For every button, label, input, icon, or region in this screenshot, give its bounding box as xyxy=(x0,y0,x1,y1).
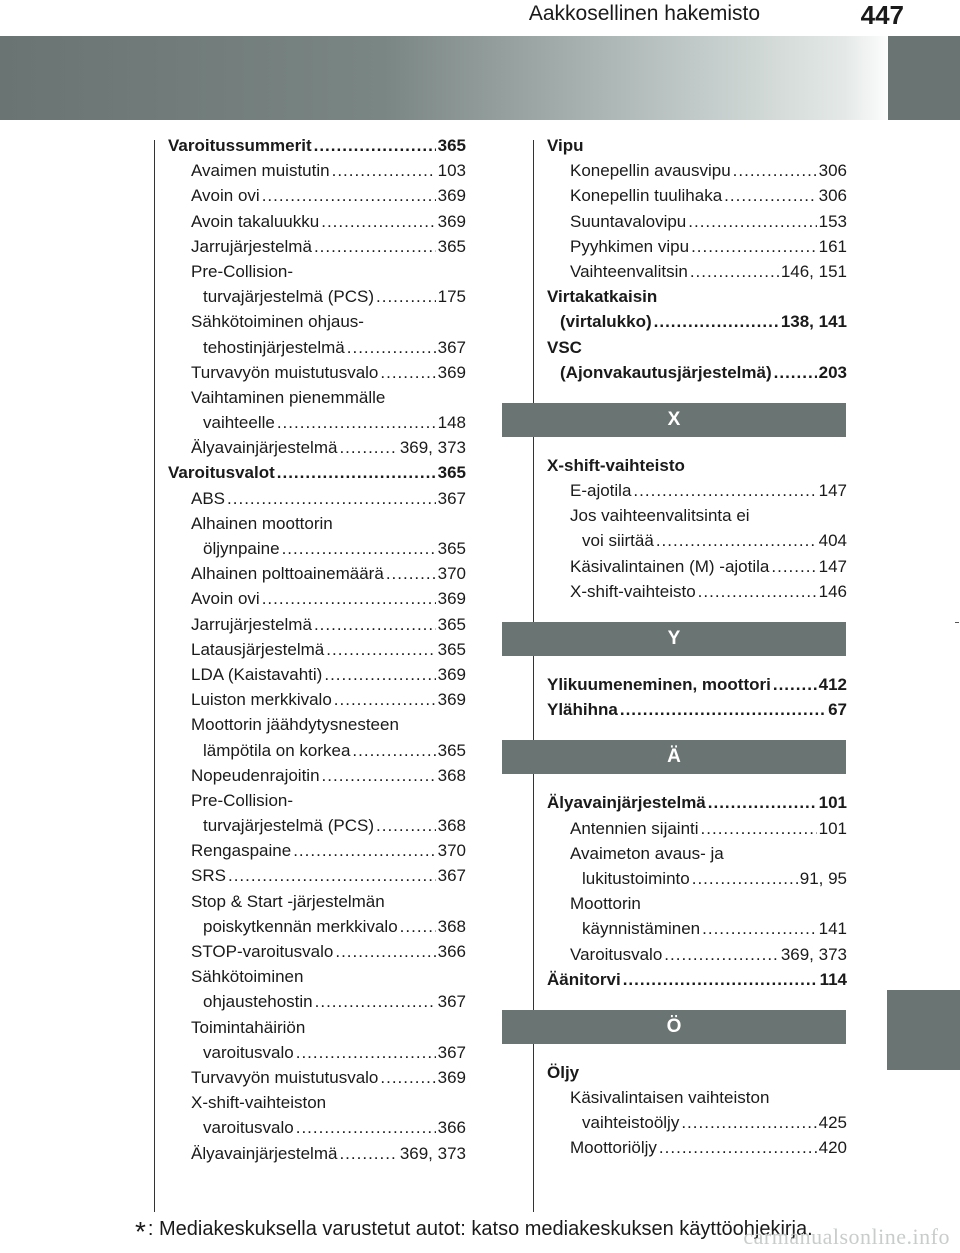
chapter-thumb-tab xyxy=(887,990,960,1070)
dot-leader xyxy=(321,209,435,234)
entry-page-ref: 101 xyxy=(818,793,847,813)
entry-page-ref: 153 xyxy=(818,211,847,231)
dot-leader xyxy=(708,790,817,815)
index-entry xyxy=(168,1040,466,1065)
dot-leader xyxy=(352,738,435,763)
index-column-right xyxy=(547,133,847,1161)
entry-page-ref: 365 xyxy=(437,614,466,634)
index-entry xyxy=(168,1141,466,1166)
entry-term: SRS xyxy=(191,866,226,886)
entry-term: Antennien sijainti xyxy=(570,818,699,838)
dot-leader xyxy=(692,866,798,891)
dot-leader xyxy=(681,1110,816,1135)
dot-leader xyxy=(724,183,816,208)
index-column-left xyxy=(168,133,466,1166)
entry-term: varoitusvalo xyxy=(203,1118,294,1138)
entry-page-ref: 365 xyxy=(437,463,466,483)
footnote xyxy=(135,1216,813,1248)
index-entry xyxy=(547,1085,847,1110)
index-entry xyxy=(168,637,466,662)
dot-leader xyxy=(702,916,817,941)
entry-term: Sähkötoiminen xyxy=(191,967,304,987)
watermark: carmanualsonline.info xyxy=(743,1224,950,1249)
index-entry xyxy=(547,916,847,941)
entry-term: Konepellin avausvipu xyxy=(570,161,731,181)
entry-term: tehostinjärjestelmä xyxy=(203,337,345,357)
entry-term: lukitustoiminto xyxy=(582,868,690,888)
entry-term: Jos vaihteenvalitsinta ei xyxy=(570,506,750,526)
dot-leader xyxy=(228,863,436,888)
index-entry xyxy=(547,942,847,967)
index-entry xyxy=(547,259,847,284)
entry-term: Vipu xyxy=(547,136,584,155)
dot-leader xyxy=(334,687,436,712)
dot-leader xyxy=(691,234,817,259)
entry-page-ref: 368 xyxy=(437,916,466,936)
entry-page-ref: 369, 373 xyxy=(780,944,847,964)
entry-term: poiskytkennän merkkivalo xyxy=(203,916,398,936)
entry-page-ref: 138, 141 xyxy=(780,312,847,332)
dot-leader xyxy=(262,183,436,208)
entry-term: vaihteelle xyxy=(203,413,275,433)
dot-leader xyxy=(773,672,817,697)
index-entry xyxy=(547,183,847,208)
index-entry xyxy=(547,579,847,604)
index-entry xyxy=(168,234,466,259)
dot-leader xyxy=(227,486,436,511)
dot-leader xyxy=(277,460,436,485)
footnote-text: : Mediakeskuksella varustetut autot: katso mediakeskuksen käyttöohjekirja. xyxy=(147,1218,813,1240)
entry-page-ref: 369 xyxy=(437,362,466,382)
dot-leader xyxy=(623,967,818,992)
entry-page-ref: 365 xyxy=(437,539,466,558)
index-entry xyxy=(168,1015,466,1040)
index-entry xyxy=(168,763,466,788)
entry-term: öljynpaine xyxy=(203,539,280,558)
entry-term: Vaihteenvalitsin xyxy=(570,261,688,281)
index-entry xyxy=(168,712,466,737)
entry-page-ref: 367 xyxy=(437,1042,466,1062)
index-heading xyxy=(547,335,847,360)
dot-leader xyxy=(262,586,436,611)
entry-term: Älyavainjärjestelmä xyxy=(547,793,706,813)
entry-page-ref: 367 xyxy=(437,866,466,886)
index-entry xyxy=(168,183,466,208)
entry-term: Äänitorvi xyxy=(547,969,621,989)
entry-page-ref: 369 xyxy=(437,589,466,609)
entry-term: lämpötila on korkea xyxy=(203,740,351,760)
index-entry xyxy=(168,385,466,410)
index-entry xyxy=(168,939,466,964)
entry-page-ref: 369, 373 xyxy=(399,438,466,458)
entry-term: (Ajonvakautusjärjestelmä) xyxy=(560,362,772,382)
index-entry xyxy=(168,511,466,536)
section-title: Aakkosellinen hakemisto xyxy=(528,2,760,25)
dot-leader xyxy=(654,309,779,334)
entry-page-ref: 369 xyxy=(437,1067,466,1087)
dot-leader xyxy=(314,133,436,158)
entry-page-ref: 367 xyxy=(437,337,466,357)
dot-leader xyxy=(656,528,817,553)
entry-term: Pre-Collision- xyxy=(191,261,294,281)
entry-term: ohjaustehostin xyxy=(203,992,313,1012)
entry-term: Ylähihna xyxy=(547,700,618,720)
letter-section-header: Y xyxy=(502,622,846,656)
index-entry xyxy=(168,335,466,360)
dot-leader xyxy=(690,259,779,284)
entry-page-ref: 175 xyxy=(437,287,466,307)
dot-leader xyxy=(332,158,436,183)
entry-page-ref: 420 xyxy=(818,1138,847,1158)
letter-section-header: Ä xyxy=(502,740,846,774)
entry-term: ABS xyxy=(191,488,226,508)
entry-term: Avaimeton avaus- ja xyxy=(570,843,724,863)
entry-term: Varoitusvalot xyxy=(168,463,275,483)
dot-leader xyxy=(774,360,817,385)
entry-term: Stop & Start -järjestelmän xyxy=(191,891,385,911)
dot-leader xyxy=(315,989,436,1014)
entry-term: Jarrujärjestelmä xyxy=(191,236,312,256)
dot-leader xyxy=(296,1040,436,1065)
entry-page-ref: 147 xyxy=(818,481,847,501)
entry-term: Konepellin tuulihaka xyxy=(570,186,723,206)
entry-term: voi siirtää xyxy=(582,531,654,551)
entry-term: Alhainen moottorin xyxy=(191,513,333,533)
dot-leader xyxy=(698,579,817,604)
dot-leader xyxy=(380,1065,435,1090)
entry-page-ref: 367 xyxy=(437,488,466,508)
entry-page-ref: 369 xyxy=(437,664,466,684)
entry-page-ref: 365 xyxy=(437,236,466,256)
index-entry xyxy=(168,788,466,813)
index-entry xyxy=(168,838,466,863)
entry-term: Alhainen polttoainemäärä xyxy=(191,564,384,584)
entry-page-ref: 369 xyxy=(437,186,466,206)
entry-page-ref: 161 xyxy=(818,236,847,256)
entry-term: Suuntavalovipu xyxy=(570,211,687,231)
entry-term: Moottorin jäähdytysnesteen xyxy=(191,715,399,735)
entry-term: X-shift-vaihteisto xyxy=(570,581,696,601)
index-entry xyxy=(168,284,466,309)
dot-leader xyxy=(386,561,436,586)
entry-term: Nopeudenrajoitin xyxy=(191,765,320,785)
index-heading xyxy=(547,967,847,992)
entry-page-ref: 67 xyxy=(828,700,847,720)
entry-page-ref: 365 xyxy=(437,639,466,659)
entry-term: turvajärjestelmä (PCS) xyxy=(203,287,374,307)
entry-page-ref: 365 xyxy=(437,740,466,760)
index-entry xyxy=(168,1065,466,1090)
footnote-marker: * xyxy=(135,1216,146,1247)
entry-term: Varoitussummerit xyxy=(168,136,312,155)
entry-page-ref: 425 xyxy=(818,1113,847,1133)
dot-leader xyxy=(296,1115,436,1140)
index-heading xyxy=(168,460,466,485)
index-entry xyxy=(168,738,466,763)
entry-term: käynnistäminen xyxy=(582,919,701,939)
entry-page-ref: 141 xyxy=(818,919,847,939)
entry-term: Rengaspaine xyxy=(191,841,292,861)
header-band-tab xyxy=(888,36,960,120)
entry-page-ref: 366 xyxy=(437,1118,466,1138)
dot-leader xyxy=(339,1141,397,1166)
index-entry xyxy=(168,435,466,460)
entry-term: Pre-Collision- xyxy=(191,790,294,810)
index-heading xyxy=(547,360,847,385)
entry-page-ref: 370 xyxy=(437,841,466,861)
header-band xyxy=(0,36,960,120)
entry-page-ref: 365 xyxy=(437,136,466,155)
entry-term: turvajärjestelmä (PCS) xyxy=(203,816,374,836)
dot-leader xyxy=(277,410,436,435)
index-entry xyxy=(168,662,466,687)
entry-term: Toimintahäiriön xyxy=(191,1017,306,1037)
entry-term: STOP-varoitusvalo xyxy=(191,942,334,961)
entry-page-ref: 103 xyxy=(437,161,466,181)
entry-term: Ylikuumeneminen, moottori xyxy=(547,675,771,694)
page-header xyxy=(0,0,960,32)
index-entry xyxy=(547,528,847,553)
entry-page-ref: 368 xyxy=(437,816,466,836)
index-entry xyxy=(547,816,847,841)
entry-term: (virtalukko) xyxy=(560,312,652,332)
index-entry xyxy=(168,158,466,183)
page-number: 447 xyxy=(860,0,904,30)
entry-term: vaihteistoöljy xyxy=(582,1113,680,1133)
index-entry xyxy=(168,964,466,989)
entry-page-ref: 412 xyxy=(818,675,847,694)
entry-term: Moottoriöljy xyxy=(570,1138,657,1158)
entry-term: Turvavyön muistutusvalo xyxy=(191,362,379,382)
entry-term: Turvavyön muistutusvalo xyxy=(191,1067,379,1087)
entry-page-ref: 369 xyxy=(437,211,466,231)
entry-term: Avoin ovi xyxy=(191,589,260,609)
index-entry xyxy=(168,259,466,284)
index-entry xyxy=(168,536,466,561)
entry-term: Jarrujärjestelmä xyxy=(191,614,312,634)
dot-leader xyxy=(400,914,436,939)
index-heading xyxy=(547,672,847,697)
dot-leader xyxy=(282,536,436,561)
entry-term: Pyyhkimen vipu xyxy=(570,236,690,256)
entry-term: VSC xyxy=(547,337,582,357)
index-heading xyxy=(547,284,847,309)
index-entry xyxy=(168,1090,466,1115)
entry-term: Sähkötoiminen ohjaus- xyxy=(191,312,364,332)
index-heading xyxy=(168,133,466,158)
entry-page-ref: 146, 151 xyxy=(780,261,847,281)
index-entry xyxy=(547,209,847,234)
index-entry xyxy=(547,891,847,916)
index-entry xyxy=(168,863,466,888)
entry-page-ref: 370 xyxy=(437,564,466,584)
index-entry xyxy=(168,561,466,586)
index-entry xyxy=(168,612,466,637)
dot-leader xyxy=(314,612,436,637)
dot-leader xyxy=(771,554,816,579)
dot-leader xyxy=(347,335,436,360)
dot-leader xyxy=(633,478,816,503)
entry-page-ref: 203 xyxy=(818,362,847,382)
index-entry xyxy=(547,866,847,891)
index-entry xyxy=(547,1135,847,1160)
dot-leader xyxy=(659,1135,817,1160)
dot-leader xyxy=(326,637,435,662)
index-heading xyxy=(547,790,847,815)
index-entry xyxy=(168,914,466,939)
entry-term: Avoin ovi xyxy=(191,186,260,206)
index-heading xyxy=(547,133,847,158)
entry-page-ref: 114 xyxy=(819,969,847,989)
index-heading xyxy=(547,309,847,334)
entry-page-ref: 367 xyxy=(437,992,466,1012)
index-entry xyxy=(168,813,466,838)
dot-leader xyxy=(701,816,817,841)
dot-leader xyxy=(733,158,817,183)
entry-term: LDA (Kaistavahti) xyxy=(191,664,323,684)
entry-term: Virtakatkaisin xyxy=(547,287,658,307)
entry-term: Latausjärjestelmä xyxy=(191,639,325,659)
entry-page-ref: 146 xyxy=(818,581,847,601)
entry-page-ref: 404 xyxy=(818,531,847,551)
index-entry xyxy=(547,841,847,866)
entry-page-ref: 148 xyxy=(437,413,466,433)
index-entry xyxy=(168,309,466,334)
dot-leader xyxy=(688,209,816,234)
letter-section-header: X xyxy=(502,403,846,437)
dot-leader xyxy=(314,234,436,259)
entry-term: Käsivalintainen (M) -ajotila xyxy=(570,556,770,576)
entry-page-ref: 91, 95 xyxy=(799,868,847,888)
left-column-rule xyxy=(154,140,155,1212)
index-entry xyxy=(547,1110,847,1135)
dot-leader xyxy=(376,284,436,309)
entry-term: Varoitusvalo xyxy=(570,944,663,964)
dot-leader xyxy=(322,763,436,788)
edge-mark xyxy=(955,622,959,623)
entry-term: Moottorin xyxy=(570,894,641,914)
dot-leader xyxy=(293,838,435,863)
index-heading xyxy=(547,1060,847,1085)
entry-term: E-ajotila xyxy=(570,481,632,501)
entry-term: Käsivalintaisen vaihteiston xyxy=(570,1088,770,1108)
index-entry xyxy=(547,554,847,579)
index-heading xyxy=(547,453,847,478)
entry-term: Avaimen muistutin xyxy=(191,161,330,181)
dot-leader xyxy=(620,697,826,722)
entry-term: Luiston merkkivalo xyxy=(191,690,332,710)
entry-page-ref: 368 xyxy=(437,765,466,785)
entry-term: X-shift-vaihteisto xyxy=(547,455,685,475)
index-entry xyxy=(168,209,466,234)
index-entry xyxy=(168,586,466,611)
dot-leader xyxy=(380,360,435,385)
entry-term: Öljy xyxy=(547,1062,580,1082)
middle-column-rule xyxy=(533,140,534,1212)
entry-page-ref: 369 xyxy=(437,690,466,710)
dot-leader xyxy=(339,435,397,460)
entry-page-ref: 306 xyxy=(818,186,847,206)
letter-section-header: Ö xyxy=(502,1010,846,1044)
index-entry xyxy=(168,410,466,435)
index-entry xyxy=(168,1115,466,1140)
dot-leader xyxy=(664,942,779,967)
dot-leader xyxy=(324,662,435,687)
index-entry xyxy=(547,234,847,259)
entry-page-ref: 369, 373 xyxy=(399,1143,466,1163)
entry-term: Avoin takaluukku xyxy=(191,211,320,231)
dot-leader xyxy=(376,813,436,838)
entry-page-ref: 306 xyxy=(818,161,847,181)
entry-term: Vaihtaminen pienemmälle xyxy=(191,387,386,407)
index-heading xyxy=(547,697,847,722)
index-entry xyxy=(168,889,466,914)
index-entry xyxy=(168,360,466,385)
entry-term: varoitusvalo xyxy=(203,1042,294,1062)
entry-term: X-shift-vaihteiston xyxy=(191,1093,327,1113)
index-entry xyxy=(168,687,466,712)
index-entry xyxy=(547,478,847,503)
entry-page-ref: 147 xyxy=(818,556,847,576)
entry-term: Älyavainjärjestelmä xyxy=(191,438,338,458)
entry-page-ref: 101 xyxy=(818,818,847,838)
entry-term: Älyavainjärjestelmä xyxy=(191,1143,338,1163)
index-entry xyxy=(547,158,847,183)
index-entry xyxy=(547,503,847,528)
dot-leader xyxy=(335,939,435,964)
index-entry xyxy=(168,989,466,1014)
entry-page-ref: 366 xyxy=(437,942,466,961)
index-entry xyxy=(168,486,466,511)
